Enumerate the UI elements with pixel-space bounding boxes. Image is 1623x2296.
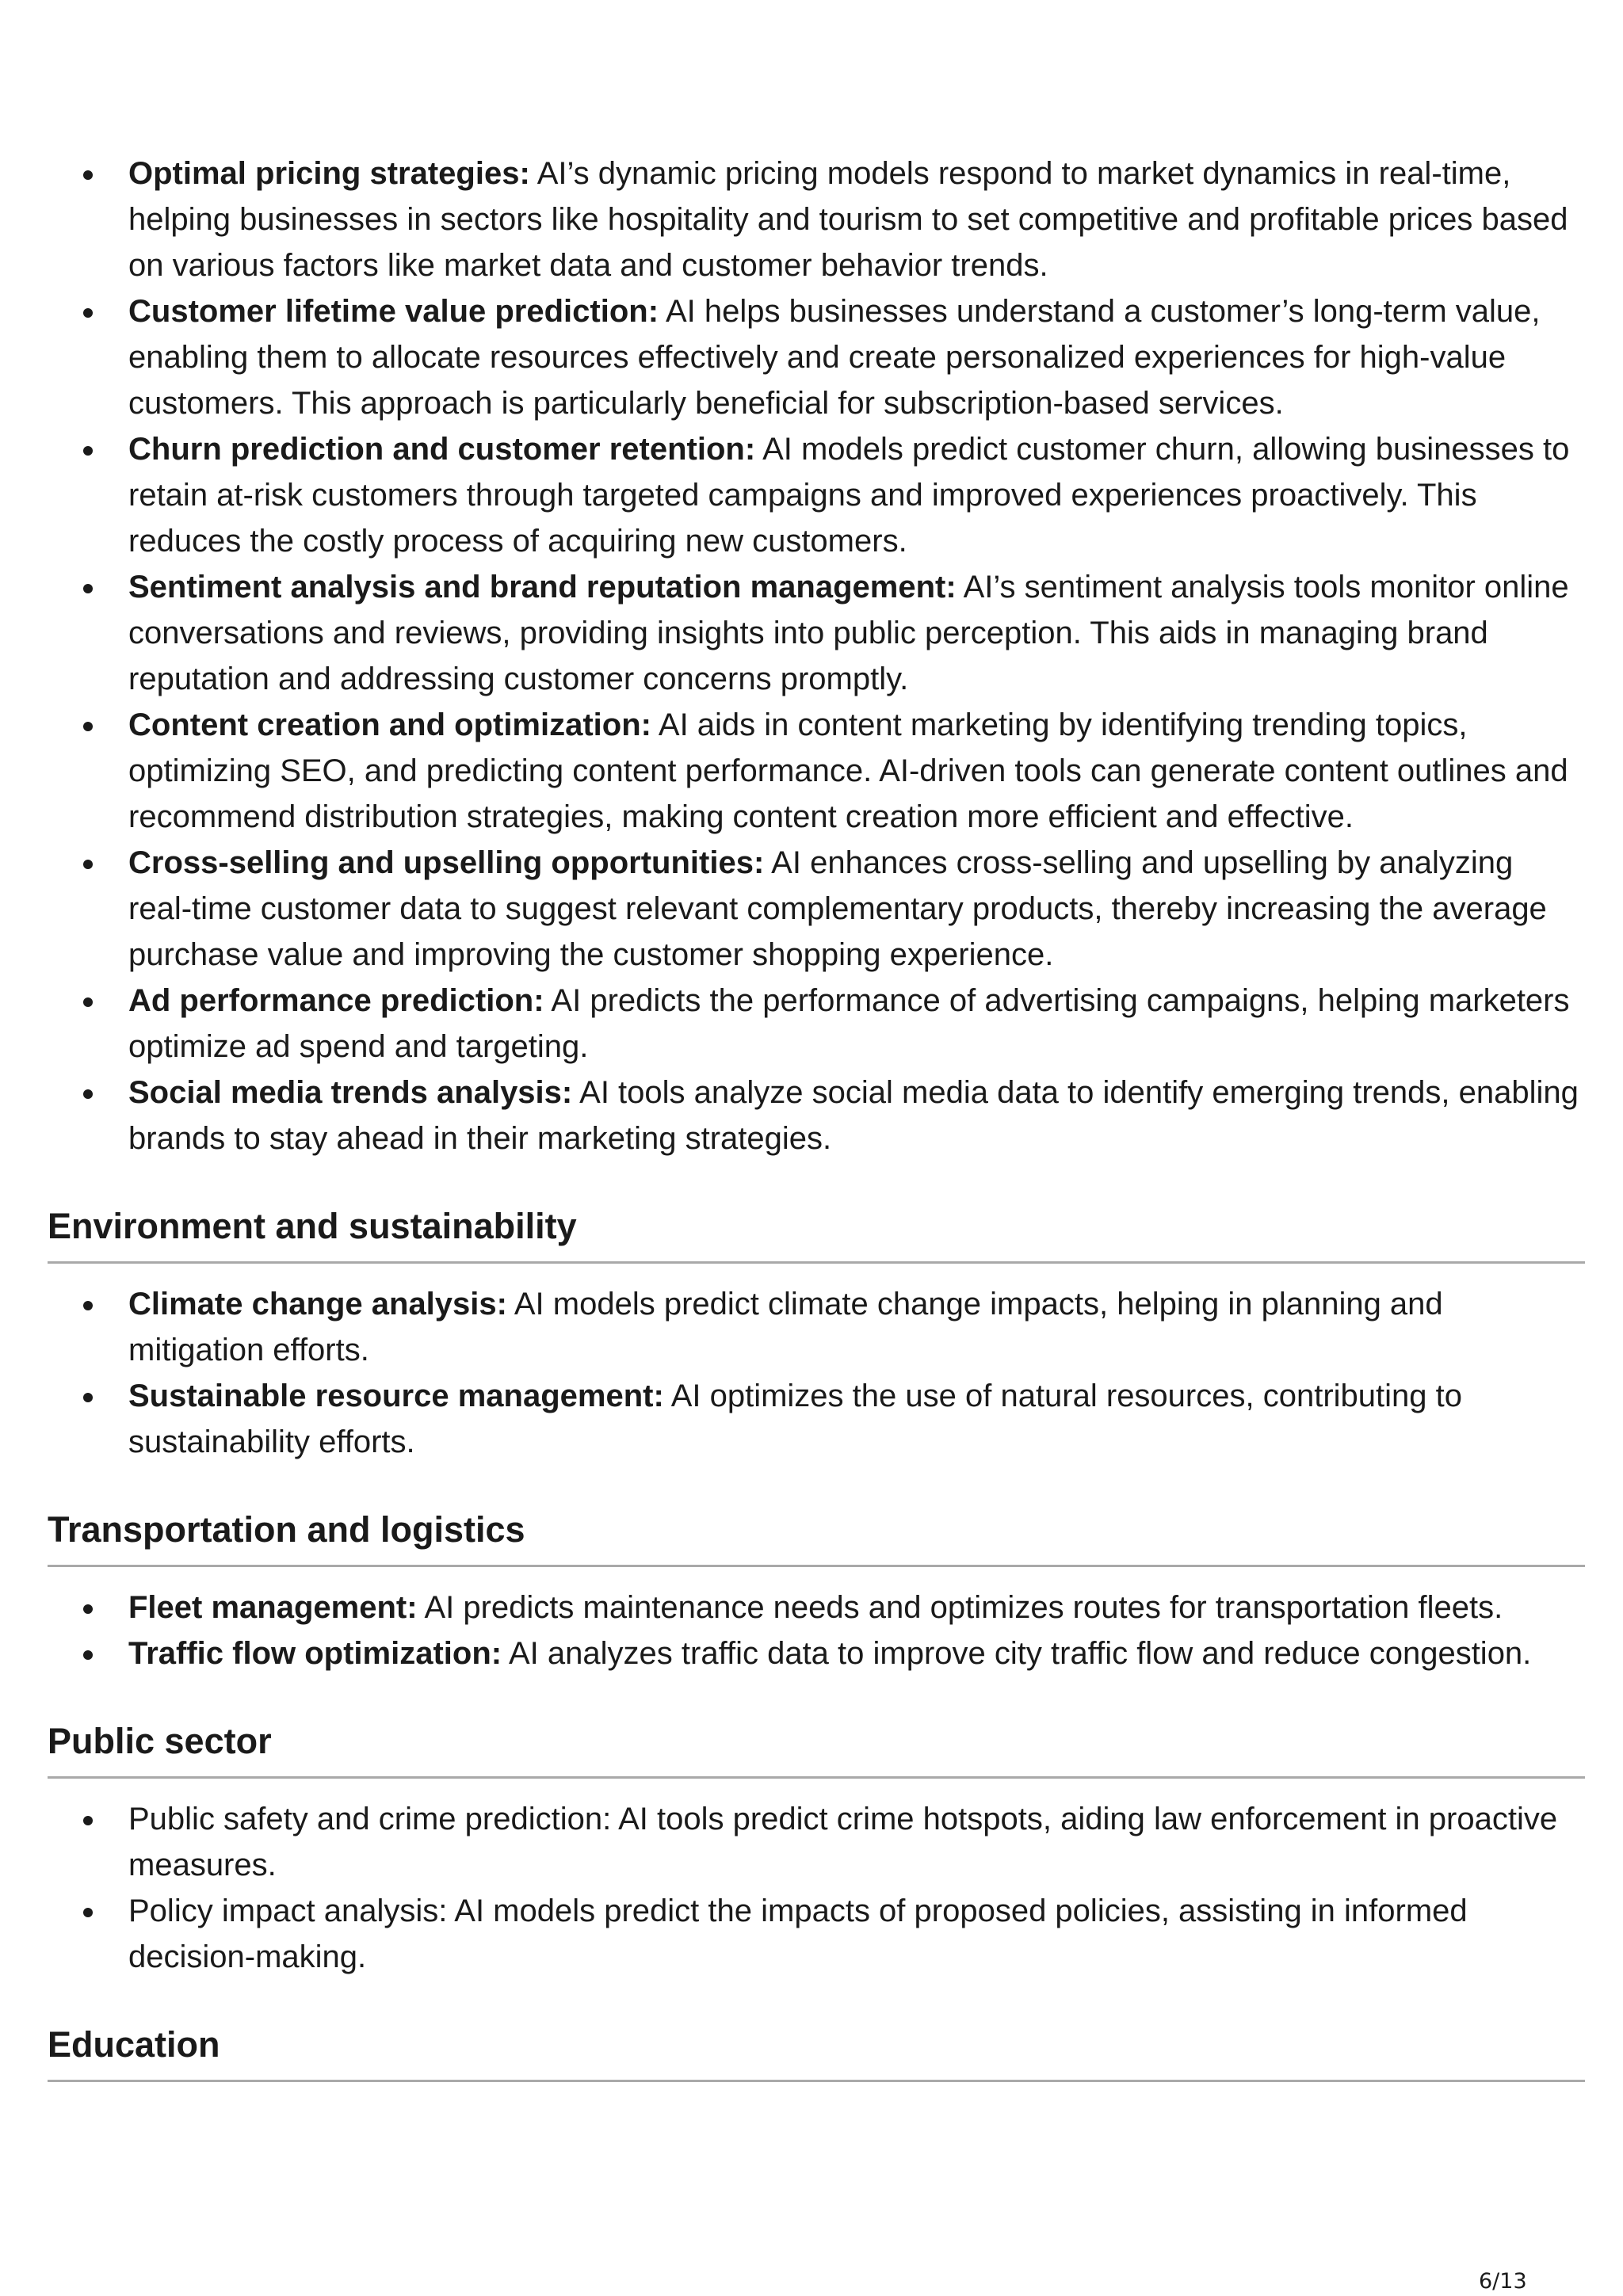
bullet-icon [83,1393,93,1402]
list-item [128,1630,1585,1676]
bullet-icon [83,308,93,318]
list-item [128,702,1585,840]
list-item [128,840,1585,978]
page-number: 6/13 [1479,2269,1527,2294]
section-list [48,1585,1585,1676]
section-environment [48,1201,1585,1465]
list-item [128,1373,1585,1465]
bullet-icon [83,997,93,1007]
marketing-use-cases-list [48,151,1585,1161]
bullet-icon [83,860,93,869]
section-education [48,2019,1585,2082]
item-term: Churn prediction and customer retention: [128,432,756,467]
list-item [128,1281,1585,1373]
item-term: Cross-selling and upselling opportunities: [128,845,765,880]
item-term: Climate change analysis: [128,1287,507,1322]
section-heading: Transportation and logistics [48,1505,1585,1567]
section-heading: Public sector [48,1716,1585,1779]
bullet-icon [83,1650,93,1660]
list-item [128,978,1585,1070]
item-text: AI’s sentiment analysis tools monitor online conversations and reviews, providing insights into public perception. This aids in managing brand reputation and addressing customer concerns promptly. [128,570,1569,696]
section-list [48,1281,1585,1465]
item-text: AI enhances cross-selling and upselling by analyzing real-time customer data to suggest relevant complementary products, thereby increasing the average purchase value and improving the customer shopping experience. [128,845,1547,972]
list-item [128,1070,1585,1161]
bullet-icon [83,446,93,456]
bullet-icon [83,1604,93,1614]
section-public-sector [48,1716,1585,1980]
section-heading: Education [48,2019,1585,2082]
item-text: AI aids in content marketing by identifying trending topics, optimizing SEO, and predicting content performance. AI-driven tools can generate content outlines and recommend distribution strategies, making content creation more efficient and effective. [128,707,1568,834]
item-text: AI optimizes the use of natural resources, contributing to sustainability efforts. [128,1379,1462,1459]
item-text: AI models predict customer churn, allowing businesses to retain at-risk customers through targeted campaigns and improved experiences proactively. This reduces the costly process of acquiring new customers. [128,432,1570,559]
item-text: AI models predict climate change impacts, helping in planning and mitigation efforts. [128,1287,1443,1367]
item-term: Sustainable resource management: [128,1379,664,1413]
item-text: AI predicts the performance of advertising campaigns, helping marketers optimize ad spend and targeting. [128,983,1570,1064]
item-term: Social media trends analysis: [128,1075,573,1110]
item-text: AI predicts maintenance needs and optimizes routes for transportation fleets. [417,1590,1503,1625]
item-term: Customer lifetime value prediction: [128,294,659,329]
item-term: Content creation and optimization: [128,707,651,742]
bullet-icon [83,1089,93,1099]
list-item [128,1888,1585,1980]
document-page [48,151,1585,2082]
bullet-icon [83,1908,93,1917]
section-list [48,1796,1585,1980]
list-item [128,564,1585,702]
bullet-icon [83,1816,93,1825]
bullet-icon [83,170,93,180]
list-item [128,426,1585,564]
list-item [128,1796,1585,1888]
bullet-icon [83,1301,93,1310]
item-text: Policy impact analysis: AI models predict the impacts of proposed policies, assisting in informed decision-making. [128,1894,1468,1974]
item-text: Public safety and crime prediction: AI tools predict crime hotspots, aiding law enforcement in proactive measures. [128,1802,1558,1882]
list-item [128,1585,1585,1630]
item-text: AI analyzes traffic data to improve city traffic flow and reduce congestion. [502,1636,1532,1671]
item-term: Ad performance prediction: [128,983,544,1018]
section-transportation [48,1505,1585,1676]
item-text: AI helps businesses understand a customer’s long-term value, enabling them to allocate resources effectively and create personalized experiences for high-value customers. This approach is particularly beneficial for subscription-based services. [128,294,1541,421]
item-term: Fleet management: [128,1590,418,1625]
list-item [128,288,1585,426]
bullet-icon [83,722,93,731]
item-term: Traffic flow optimization: [128,1636,502,1671]
bullet-icon [83,584,93,593]
section-heading: Environment and sustainability [48,1201,1585,1264]
list-item [128,151,1585,288]
item-text: AI’s dynamic pricing models respond to market dynamics in real-time, helping businesses in sectors like hospitality and tourism to set competitive and profitable prices based on various factors like market data and customer behavior trends. [128,156,1568,283]
item-term: Sentiment analysis and brand reputation management: [128,570,957,605]
item-term: Optimal pricing strategies: [128,156,530,191]
item-text: AI tools analyze social media data to identify emerging trends, enabling brands to stay ahead in their marketing strategies. [128,1075,1579,1156]
